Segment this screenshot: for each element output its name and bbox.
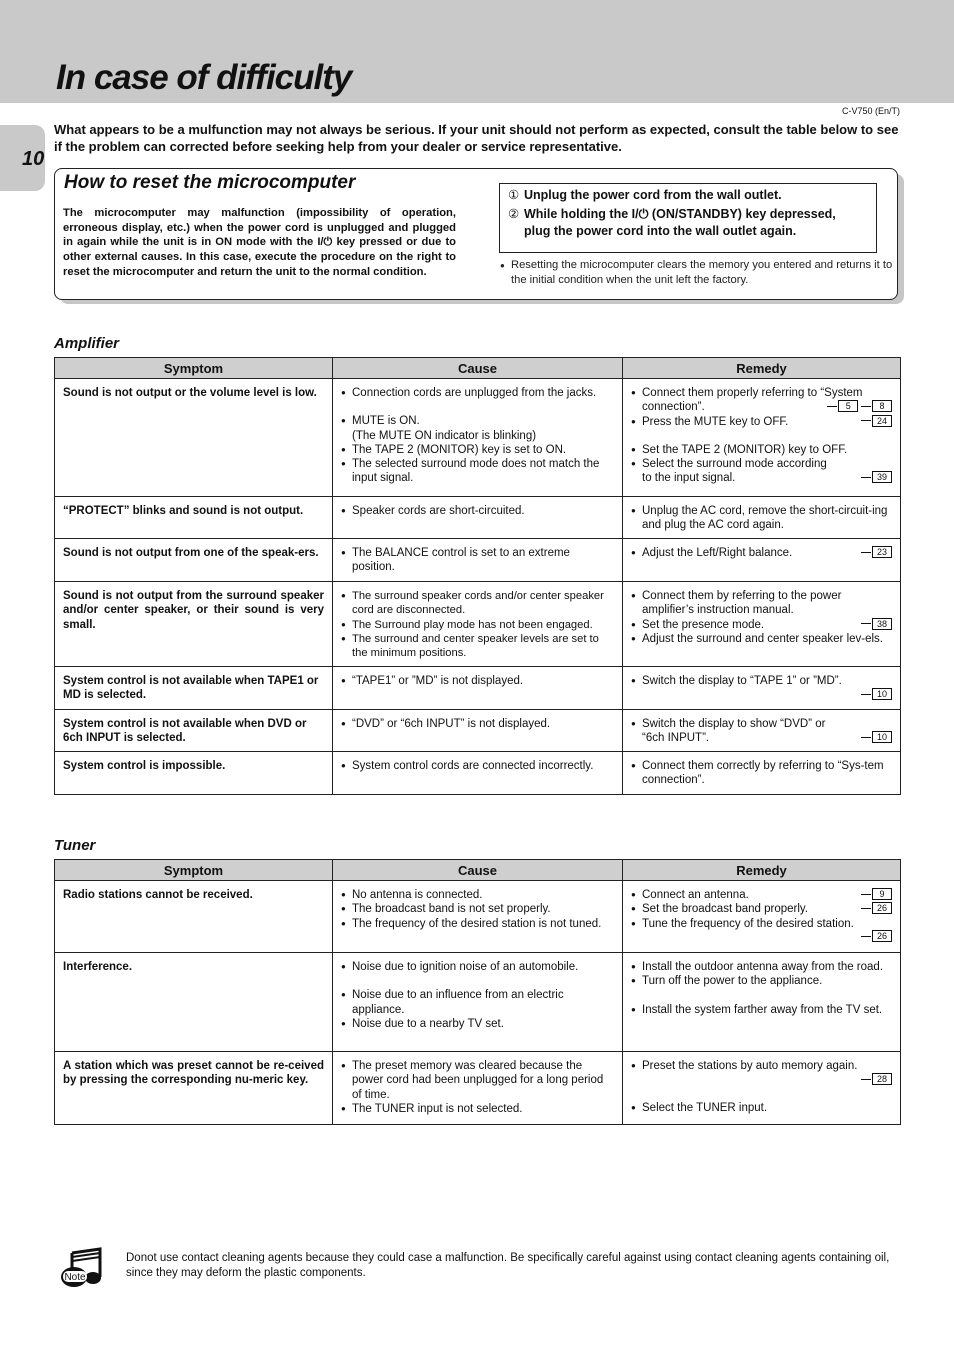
model-code: C-V750 (En/T): [841, 106, 900, 116]
remedy-header: Remedy: [623, 358, 901, 379]
remedy-item: ● Select the TUNER input.: [631, 1101, 892, 1115]
note-text: Donot use contact cleaning agents because they could case a malfunction. Be specifically careful against using contact cleaning agents containing oil, since they may deform the plastic components.: [126, 1252, 890, 1279]
reset-note: ● Resetting the microcomputer clears the memory you entered and returns it to the initial condition when the unit left the factory.: [500, 258, 901, 288]
cause-item: ● The preset memory was cleared because the power cord had been unplugged for a long period of time.: [341, 1059, 614, 1102]
page-ref-box: 23: [872, 546, 892, 558]
remedy-item: [631, 917, 892, 945]
symptom-header: Symptom: [55, 358, 333, 379]
cause-item: ● The surround speaker cords and/or center speaker cord are disconnected.: [341, 589, 614, 618]
symptom-header: Symptom: [55, 860, 333, 881]
page-title: In case of difficulty: [56, 58, 352, 97]
page-ref-box: 39: [872, 471, 892, 483]
table-row: [55, 881, 901, 953]
remedy-item: ● Unplug the AC cord, remove the short-circuit-ing and plug the AC cord again.: [631, 504, 892, 533]
reset-step-1: [508, 187, 873, 204]
cause-item: ● The TAPE 2 (MONITOR) key is set to ON.: [341, 443, 614, 457]
remedy-item: [631, 415, 892, 429]
page-ref-box: 10: [872, 688, 892, 700]
symptom-cell: Sound is not output or the volume level is low.: [55, 379, 333, 497]
cause-item: ● MUTE is ON.: [341, 414, 614, 428]
remedy-text: Tune the frequency of the desired station.: [642, 917, 854, 930]
cause-cell: [333, 1052, 623, 1125]
remedy-item: ● Connect them correctly by referring to “Sys-tem connection”.: [631, 759, 892, 788]
cause-cell: [333, 881, 623, 953]
cause-cell: [333, 539, 623, 582]
table-row: [55, 497, 901, 539]
remedy-item: [631, 618, 892, 632]
remedy-cell: [623, 539, 901, 582]
symptom-cell: System control is not available when DVD or 6ch INPUT is selected.: [55, 710, 333, 752]
reset-title: How to reset the microcomputer: [64, 172, 356, 193]
table-row: [55, 582, 901, 667]
step-text: While holding the I/⏻ (ON/STANDBY) key depressed,: [524, 207, 836, 221]
page-reference: [861, 618, 892, 632]
remedy-item: [631, 457, 892, 486]
remedy-text: Select the surround mode according to the input signal.: [642, 458, 827, 485]
table-row: [55, 667, 901, 710]
page-ref-box: 26: [872, 902, 892, 914]
note-icon: [60, 1247, 104, 1294]
tuner-table: [54, 859, 901, 1125]
page-reference: [861, 471, 892, 485]
remedy-text: Press the MUTE key to OFF.: [642, 415, 789, 428]
remedy-text: Set the presence mode.: [642, 618, 765, 631]
page-ref-box: 8: [872, 400, 892, 412]
remedy-item: ● Turn off the power to the appliance.: [631, 974, 892, 988]
reset-description: The microcomputer may malfunction (impossibility of operation, erroneous display, etc.) when the power cord is unplugged and plugged in again while the unit is in ON mode with the I/⏻ key pressed or due to other external causes. In this case, execute the procedure on the right to reset the microcomputer and return the unit to the normal condition.: [63, 207, 456, 278]
remedy-text: Switch the display to “TAPE 1” or ”MD”.: [642, 675, 842, 687]
step-number: ①: [508, 188, 520, 202]
remedy-item: ● Adjust the surround and center speaker lev-els.: [631, 632, 892, 646]
cause-cell: [333, 582, 623, 667]
page-reference: [861, 888, 892, 902]
page-reference: [827, 400, 892, 414]
remedy-item: ● Install the outdoor antenna away from the road.: [631, 960, 892, 974]
cause-item: ● The broadcast band is not set properly.: [341, 902, 614, 916]
step-text-cont: plug the power cord into the wall outlet again.: [524, 224, 797, 238]
page-reference: [861, 930, 892, 944]
cause-item: ● Speaker cords are short-circuited.: [341, 504, 614, 518]
page-ref-box: 24: [872, 415, 892, 427]
table-row: [55, 953, 901, 1052]
cause-header: Cause: [333, 358, 623, 379]
remedy-text: Set the broadcast band properly.: [642, 903, 809, 916]
page-reference: [861, 1073, 892, 1087]
symptom-cell: “PROTECT” blinks and sound is not output.: [55, 497, 333, 539]
cause-item-detail: (The MUTE ON indicator is blinking): [352, 429, 537, 442]
remedy-header: Remedy: [623, 860, 901, 881]
remedy-item: [631, 888, 892, 902]
symptom-cell: Interference.: [55, 953, 333, 1052]
table-row: [55, 710, 901, 752]
remedy-cell: [623, 752, 901, 795]
cause-item: ● Noise due to an influence from an electric appliance.: [341, 988, 614, 1017]
page-ref-box: 10: [872, 731, 892, 743]
cause-cell: [333, 953, 623, 1052]
cause-item: ● “TAPE1” or ”MD” is not displayed.: [341, 674, 614, 688]
symptom-cell: A station which was preset cannot be re-ceived by pressing the corresponding nu-meric key.: [55, 1052, 333, 1125]
remedy-item: [631, 717, 892, 746]
symptom-cell: Sound is not output from one of the speak-ers.: [55, 539, 333, 582]
amplifier-heading: Amplifier: [54, 335, 120, 352]
table-row: [55, 752, 901, 795]
remedy-text: Connect an antenna.: [642, 889, 749, 901]
cause-item: ● No antenna is connected.: [341, 888, 614, 902]
page-ref-box: 5: [838, 400, 858, 412]
remedy-text: Preset the stations by auto memory again.: [642, 1060, 858, 1072]
remedy-cell: [623, 881, 901, 953]
page-ref-box: 26: [872, 930, 892, 942]
page-reference: [861, 688, 892, 702]
cause-item: ● Connection cords are unplugged from the jacks.: [341, 386, 614, 400]
symptom-cell: System control is impossible.: [55, 752, 333, 795]
page-ref-box: 28: [872, 1073, 892, 1085]
page-reference: [861, 415, 892, 429]
reset-box: [54, 168, 898, 300]
remedy-item: ● Install the system farther away from the TV set.: [631, 1003, 892, 1017]
cause-item: ● Noise due to ignition noise of an automobile.: [341, 960, 614, 974]
cause-cell: [333, 752, 623, 795]
remedy-cell: [623, 497, 901, 539]
reset-steps: [499, 183, 877, 253]
remedy-cell: [623, 667, 901, 710]
page-reference: [861, 546, 892, 560]
remedy-cell: [623, 1052, 901, 1125]
cause-item: ● Noise due to a nearby TV set.: [341, 1017, 614, 1031]
remedy-text: Switch the display to show “DVD” or “6ch INPUT”.: [642, 718, 826, 745]
note-icon-label: Note: [64, 1272, 86, 1283]
cause-cell: [333, 497, 623, 539]
page-ref-box: 9: [872, 888, 892, 900]
page-ref-box: 38: [872, 618, 892, 630]
intro-text: What appears to be a mulfunction may not always be serious. If your unit should not perform as expected, consult the table below to see if the problem can corrected before seeking help from your dealer or service representative.: [54, 122, 899, 154]
cause-item: ● System control cords are connected incorrectly.: [341, 759, 614, 773]
cause-item: ● The frequency of the desired station is not tuned.: [341, 917, 614, 931]
cause-item: ● The TUNER input is not selected.: [341, 1102, 614, 1116]
remedy-item: ● Set the TAPE 2 (MONITOR) key to OFF.: [631, 443, 892, 457]
reset-step-2: [508, 206, 873, 240]
remedy-cell: [623, 953, 901, 1052]
cause-cell: [333, 710, 623, 752]
cause-item: ● The surround and center speaker levels are set to the minimum positions.: [341, 632, 614, 661]
remedy-text: Adjust the Left/Right balance.: [642, 547, 793, 559]
cause-cell: [333, 667, 623, 710]
cause-item: ● The BALANCE control is set to an extreme position.: [341, 546, 614, 575]
cause-item: ● The Surround play mode has not been engaged.: [341, 618, 614, 632]
page-reference: [861, 902, 892, 916]
cause-cell: [333, 379, 623, 497]
remedy-item: ● Connect them by referring to the power amplifier’s instruction manual.: [631, 589, 892, 618]
amplifier-table: [54, 357, 901, 795]
table-row: [55, 1052, 901, 1125]
cause-header: Cause: [333, 860, 623, 881]
cause-item: ● The selected surround mode does not match the input signal.: [341, 457, 614, 486]
remedy-cell: [623, 710, 901, 752]
symptom-cell: Radio stations cannot be received.: [55, 881, 333, 953]
remedy-item: [631, 386, 892, 415]
page-number: 10: [22, 148, 45, 170]
step-text: Unplug the power cord from the wall outlet.: [524, 188, 782, 202]
remedy-cell: [623, 379, 901, 497]
table-row: [55, 539, 901, 582]
symptom-cell: Sound is not output from the surround speaker and/or center speaker, or their sound is very small.: [55, 582, 333, 667]
tuner-heading: Tuner: [54, 837, 96, 854]
page-reference: [861, 731, 892, 745]
remedy-item: [631, 546, 892, 560]
step-number: ②: [508, 207, 520, 221]
remedy-item: [631, 674, 892, 702]
table-header-row: [55, 358, 901, 379]
table-header-row: [55, 860, 901, 881]
remedy-item: [631, 902, 892, 916]
remedy-cell: [623, 582, 901, 667]
remedy-text: Connect them properly referring to “System connection”.: [642, 387, 863, 414]
cause-item: ● “DVD” or “6ch INPUT” is not displayed.: [341, 717, 614, 731]
remedy-item: [631, 1059, 892, 1087]
symptom-cell: System control is not available when TAPE1 or MD is selected.: [55, 667, 333, 710]
table-row: [55, 379, 901, 497]
